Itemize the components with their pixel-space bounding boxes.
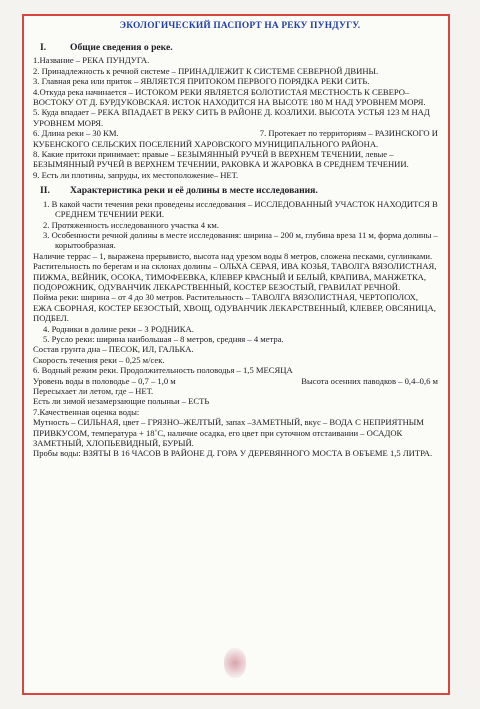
s2-quality-title: 7.Качественная оценка воды: bbox=[33, 406, 140, 417]
s2-samples: Пробы воды: ВЗЯТЫ В 16 ЧАСОВ В РАЙОНЕ Д. ГОРА У ДЕРЕВЯННОГО МОСТА В ОБЪЕМЕ 1,5 ЛИТРА. bbox=[33, 448, 433, 459]
s2-item-1: 1. В какой части течения реки проведены исследования – ИССЛЕДОВАННЫЙ УЧАСТОК НАХОДИТСЯ В СРЕДНЕМ ТЕЧЕНИИ РЕКИ. bbox=[43, 198, 438, 220]
s1-line-3: 3. Главная река или приток – ЯВЛЯЕТСЯ ПРИТОКОМ ПЕРВОГО ПОРЯДКА РЕКИ СИТЬ. bbox=[33, 76, 370, 87]
s2-polynyas: Есть ли зимой незамерзающие полыньи – ЕСТЬ bbox=[33, 396, 210, 407]
s2-flood-level: Уровень воды в половодье – 0,7 – 1,0 м bbox=[33, 375, 176, 386]
s2-dries: Пересыхает ли летом, где – НЕТ. bbox=[33, 386, 154, 396]
s1-line-1: 1.Название – РЕКА ПУНДУГА. bbox=[33, 55, 150, 66]
s1-line-6: 6. Длина реки – 30 КМ. bbox=[33, 128, 119, 139]
s1-line-7: 7. Протекает по территориям – РАЗИНСКОГО И bbox=[259, 128, 438, 139]
s1-line-7-cont: КУБЕНСКОГО СЕЛЬСКИХ ПОСЕЛЕНИЙ ХАРОВСКОГО МУНИЦИПАЛЬНОГО РАЙОНА. bbox=[33, 138, 379, 149]
section-2-heading bbox=[33, 186, 438, 196]
s2-autumn-level: Высота осенних паводков – 0,4–0,6 м bbox=[301, 375, 438, 386]
s2-floodplain: Пойма реки: ширина – от 4 до 30 метров. Растительность – ТАВОЛГА ВЯЗОЛИСТНАЯ, ЧЕРТОПОЛОХ, ЕЖА СБОРНАЯ, КОСТЕР БЕЗОСТЫЙ, ХВОЩ, ОДУВАНЧИК ЛЕКАРСТВЕННЫЙ, КЛЕВЕР, ОВСЯНИЦА, ПОДБЕЛ. bbox=[33, 292, 436, 324]
s1-line-8: 8. Какие притоки принимает: правые – БЕЗЫМЯННЫЙ РУЧЕЙ В ВЕРХНЕМ ТЕЧЕНИИ, левые – БЕЗЫМЯННЫЙ РУЧЕЙ В ВЕРХНЕМ ТЕЧЕНИИ, РАКОВКА И ЖАРОВКА В СРЕДНЕМ ТЕЧЕНИИ. bbox=[33, 149, 409, 170]
section-1-title: Общие сведения о реке. bbox=[70, 42, 173, 53]
document-body bbox=[33, 40, 438, 459]
s2-springs: 4. Родники в долине реки – 3 РОДНИКА. bbox=[43, 323, 194, 334]
section-1-number: I. bbox=[40, 42, 47, 53]
s2-speed: Скорость течения реки – 0,25 м/сек. bbox=[33, 354, 165, 365]
stain-mark bbox=[224, 648, 246, 678]
s2-item-2: 2. Протяженность исследованного участка 4 км. bbox=[43, 219, 219, 230]
s2-vegetation: Растительность по берегам и на склонах долины – ОЛЬХА СЕРАЯ, ИВА КОЗЬЯ, ТАВОЛГА ВЯЗОЛИСТНАЯ, ПИЖМА, ВЕЙНИК, ОСОКА, ТИМОФЕЕВКА, КЛЕВЕР КРАСНЫЙ И БЕЛЫЙ, КРАПИВА, МАНЖЕТКА, ПОДОРОЖНИК, ОДУВАНЧИК ЛЕКАРСТВЕННЫЙ, КОСТЕР БЕЗОСТЫЙ, ГРАВИЛАТ РЕЧНОЙ. bbox=[33, 261, 437, 292]
s2-levels bbox=[33, 376, 438, 386]
s1-line-9: 9. Есть ли плотины, запруды, их местоположение– НЕТ. bbox=[33, 169, 239, 180]
s2-item-3: 3. Особенности речной долины в месте исследования: ширина – 200 м, глубина вреза 11 м, форма долины – корытообразная. bbox=[43, 229, 438, 251]
s2-channel: 5. Русло реки: ширина наибольшая – 8 метров, средняя – 4 метра. bbox=[43, 333, 284, 344]
document-title: ЭКОЛОГИЧЕСКИЙ ПАСПОРТ НА РЕКУ ПУНДУГУ. bbox=[119, 21, 361, 31]
section-2-number: II. bbox=[40, 185, 50, 197]
s1-line-5: 5. Куда впадает – РЕКА ВПАДАЕТ В РЕКУ СИТЬ В РАЙОНЕ Д. КОЗЛИХИ. ВЫСОТА УСТЬЯ 123 М НАД УРОВНЕМ МОРЯ. bbox=[33, 107, 430, 128]
section-1-heading bbox=[33, 43, 438, 53]
s1-line-2: 2. Принадлежность к речной системе – ПРИНАДЛЕЖИТ К СИСТЕМЕ СЕВЕРНОЙ ДВИНЫ. bbox=[33, 65, 379, 76]
s2-water-regime: 6. Водный режим реки. Продолжительность половодья – 1,5 МЕСЯЦА bbox=[33, 365, 293, 376]
s1-line-4: 4.Откуда река начинается – ИСТОКОМ РЕКИ ЯВЛЯЕТСЯ БОЛОТИСТАЯ МЕСТНОСТЬ К СЕВЕРО–ВОСТОКУ ОТ Д. БУРДУКОВСКАЯ. ИСТОК НАХОДИТСЯ НА ВЫСОТЕ 180 М НАД УРОВНЕМ МОРЯ. bbox=[33, 86, 426, 108]
section-2-title: Характеристика реки и её долины в месте исследования. bbox=[70, 185, 318, 197]
s2-terraces: Наличие террас – 1, выражена прерывисто, высота над урезом воды 8 метров, сложена песками, суглинками. bbox=[33, 250, 433, 261]
s2-bottom: Состав грунта дна – ПЕСОК, ИЛ, ГАЛЬКА. bbox=[33, 344, 194, 355]
s1-line-6-7 bbox=[33, 128, 438, 138]
s2-turbidity: Мутность – СИЛЬНАЯ, цвет – ГРЯЗНО–ЖЕЛТЫЙ, запах –ЗАМЕТНЫЙ, вкус – ВОДА С НЕПРИЯТНЫМ ПРИВКУСОМ, температура + 18˚С, наличие осадка, его цвет при суточном отстаивании – ОСАДОК ЗАМЕТНЫЙ, ХЛОПЬЕВИДНЫЙ, БУРЫЙ. bbox=[33, 417, 424, 449]
